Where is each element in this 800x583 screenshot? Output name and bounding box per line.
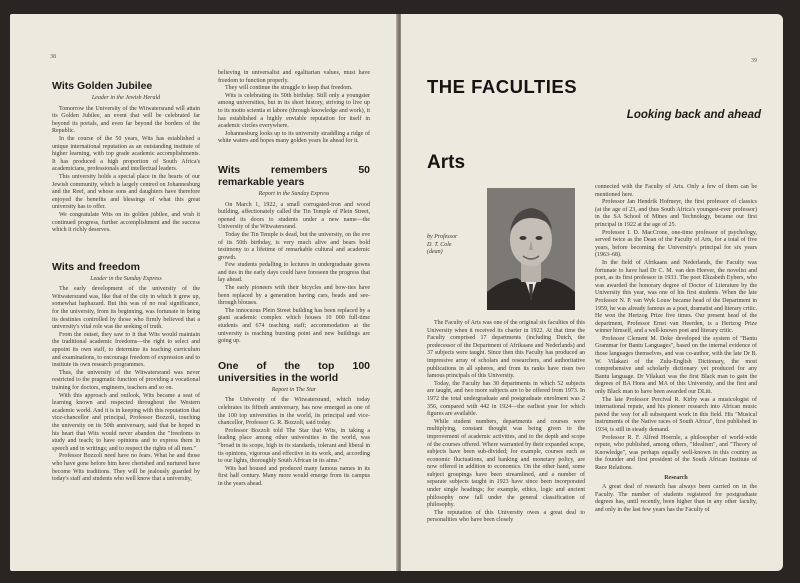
paragraph: Wits had housed and produced many famous names in its first half century. Many more would emerge from its campus in the years ahead.	[218, 465, 370, 487]
paragraph: From the outset, they saw to it that Wits would maintain the traditional academic freedoms—the right to select and appoint its own staff, to determine its teaching curriculum and examinations, to encourage freedom of expression and to institute its own research programmes.	[52, 331, 200, 369]
paragraph: The late Professor Percival R. Kirby was a musicologist of international repute, and his pioneer research into African music paved the way for all subsequent work in this field. His "Musical instruments of the Native races of South Africa", first published in 1934, is still in steady demand.	[595, 396, 757, 433]
paragraph: On March 1, 1922, a small corrugated-iron and wood building, affectionately called the Tin Temple of Plein Street, opened its doors to students under a new name—the University of the Witwatersrand.	[218, 201, 370, 231]
left-page	[10, 14, 398, 571]
paragraph: Today, the Faculty has 30 departments in which 52 subjects are taught, and two more subjects are to be offered from 1973. In 1972 the total undergraduate and postgraduate enrolment was 2 356, compared with 442 in 1924—the earliest year for which figures are available.	[427, 380, 585, 418]
author-portrait-photo	[487, 188, 575, 310]
arts-column-2	[595, 184, 757, 515]
article-title-top-100: One of the top 100 universities in the world	[218, 359, 370, 384]
paragraph: Thus, the university of the Witwatersrand was never restricted to the pragmatic function of providing a vocational training for doctors, engineers, teachers and so on.	[52, 369, 200, 391]
page-number-left: 38	[50, 54, 56, 60]
paragraph: The University of the Witwatersrand, which today celebrates its fiftieth anniversary, has now emerged as one of the 100 top universities in the world, its principal and vice-chancellor, Professor G. R. Bozzoli, said today.	[218, 397, 370, 427]
paragraph: Professor Clement M. Doke developed the system of "Bantu Grammar for Bantu Languages", based on the internal evidence of those languages themselves, and was co-author, with the late Dr B. W. Vilakazi of the Zulu-English Dictionary, the most comprehensive and scholarly dictionary yet produced for any Bantu language. Dr Vilakazi was the first Black man to gain the degrees of BA Hons and MA of this University, and the first and only Black man to have been awarded our DLitt.	[595, 335, 757, 396]
paragraph: With this approach and outlook, Wits became a seat of learning known and respected throughout the Western academic world. And it is in keeping with this reputation that vice-chancellor and principal, Professor Bozzoli, touching the university on its 50th anniversary, said that he hoped in his heart that Wits would never abandon the "freedoms to study and teach; to have opinions and to express them in speech and in writings; and to respect the rights of all men."	[52, 392, 200, 452]
left-column-2	[218, 70, 370, 489]
paragraph: Professor R. F. Alfred Hoernle, a philosopher of world-wide repute, who published, among others, "Idealism", and "Theory of Knowledge", was perhaps equally well-known in this country as the founder and first president of the South African Institute of Race Relations.	[595, 434, 757, 471]
right-page	[401, 14, 783, 571]
paragraph: A great deal of research has always been carried on in the Faculty. The number of students registered for postgraduate degrees has, until recently, been higher than in any other faculty, and only in the last few years has the Faculty of	[595, 484, 757, 513]
paragraph: The Faculty of Arts was one of the original six faculties of this University when it received its charter in 1922. At that time the Faculty comprised 17 departments (including Dutch, the predecessor of the Department of Afrikaans and Nederlands) and 37 subjects were taught. Since then this Faculty has produced an impressive array of scholars and researchers, and authoritative publications in all spheres, and from its ranks have risen two famous principals of this University.	[427, 320, 585, 380]
left-column-1	[52, 80, 200, 484]
page-number-right: 39	[751, 58, 757, 64]
paragraph: The early development of the university of the Witwatersrand was, like that of the city in which it grew up, somewhat haphazard. But this was of no real significance, for the university, from its beginning, was fortunate in being its destinies controlled by those who firmly believed that a university's vital role was the seeking of truth.	[52, 286, 200, 331]
paragraph: believing in universalist and egalitarian values, must have freedom to function properly.	[218, 70, 370, 84]
paragraph: While student numbers, departments and courses were multiplying, constant thought was being given to the improvement of academic activities, and to the depth and scope of the courses offered. Where warranted by their expanded scope, subjects have been sub-divided; for example, courses such as economic fluctuations, and banking and monetary policy, are now offered in addition to economics. On the other hand, some subject groupings have been streamlined, and a number of separate subjects taught in 1923 have since been incorporated under single headings; for example, ethics, logic and ancient philosophy now fall under the general classification of philosophy.	[427, 418, 585, 509]
paragraph: connected with the Faculty of Arts. Only a few of them can be mentioned here.	[595, 184, 757, 198]
article-byline: Leader in the Jewish Herald	[91, 95, 161, 101]
paragraph: Few students pedalling to lectures in undergraduate gowns and ties in the early days could have foreseen the progress that lay ahead.	[218, 262, 370, 284]
paragraph: This university holds a special place in the hearts of our Jewish community, which is largely centred on Johannesburg and the Reef, and whose sons and daughters have therefore enjoyed the benefits and blessings of what this great university has to offer.	[52, 173, 200, 211]
article-byline: Leader in the Sunday Express	[90, 275, 162, 282]
author-byline: by Professor D. T. Cole (dean)	[427, 234, 458, 255]
article-title-wits-freedom: Wits and freedom	[52, 260, 140, 273]
paragraph: Professor Bozzoli need have no fears. What he and those who have gone before him have cherished and nurtured have become Wits traditions. They will be jealously guarded by today's staff and students who well know that a university,	[52, 453, 200, 483]
paragraph: We congratulate Wits on its golden jubilee, and wish it continued progress, further accomplishment and the success which it richly deserves.	[52, 211, 200, 234]
portrait-illustration	[487, 188, 575, 310]
article-title-golden-jubilee: Wits Golden Jubilee	[52, 80, 153, 92]
article-title-50-years: Wits remembers 50 remarkable years	[218, 163, 370, 188]
research-heading: Research	[664, 474, 688, 481]
paragraph: Professor I. D. MacCrone, one-time professor of psychology, served twice as the Dean of the Faculty of Arts, for a total of five years, before becoming the University's principal for six years (1963–68).	[595, 229, 757, 259]
paragraph: Today the Tin Temple is dead, but the university, on the eve of its 50th birthday, is very much alive and bears bold testimony to a lifetime of remarkable cultural and academic growth.	[218, 231, 370, 261]
paragraph: They will continue the struggle to keep that freedom.	[225, 85, 353, 92]
arts-column-1	[427, 320, 585, 525]
paragraph: The reputation of this University owes a great deal to personalities who have been closely	[427, 509, 585, 524]
page-heading: THE FACULTIES	[427, 76, 578, 97]
paragraph: Johannesburg looks up to its university straddling a ridge of white waters and hopes many golden years lie ahead for it.	[218, 130, 370, 145]
article-byline: Report in The Star	[271, 386, 317, 393]
paragraph: The innocuous Plein Street building has been replaced by a giant academic complex which houses 10 000 full-time students and 674 teaching staff; accommodation at the university is reaching bursting point and new buildings are going up.	[218, 307, 370, 345]
page-subheading: Looking back and ahead	[626, 109, 761, 121]
paragraph: In the course of the 50 years, Wits has established a unique international reputation as an outstanding institute of higher learning, with top grade academic accomplishments. It has produced a high proportion of South Africa's academicians, professionals and intellectual leaders.	[52, 135, 200, 173]
paragraph: Professor Bozzoli told The Star that Wits, in taking a leading place among other universities in the world, was "broad in its scope, high in its standards, tolerant and liberal in its opinions, vigorous and effective in its work, and, according to our lights, thoroughly South African in its aims."	[218, 427, 370, 465]
article-byline: Report in the Sunday Express	[258, 190, 330, 197]
paragraph: In the field of Afrikaans and Nederlands, the Faculty was fortunate to have had Dr C. M. van den Heever, the novelist and poet, as its first professor in 1933. The poet Elizabeth Eybers, who was awarded the honorary degree of Doctor of Literature by the University this year, was one of his first students. When the late Professor N. P. van Wyk Louw became head of the Department in 1959, he was already famous as a poet, dramatist and literary critic. He won the Hertzog Prize five times. Our present head of the department, Professor Ernst van Heerden, is a Hertzog Prize winner himself, and a well-known poet and literary critic.	[595, 259, 757, 335]
paragraph: Tomorrow the University of the Witwatersrand will attain its Golden Jubilee, an event that will be celebrated far beyond its portals, and even far beyond the borders of the Republic.	[52, 105, 200, 135]
paragraph: Professor Jan Hendrik Hofmeyr, the first professor of classics (at the age of 23, and thus South Africa's youngest-ever professor) in the SA School of Mines and Technology, became our first principal in 1922 at the age of 25.	[595, 199, 757, 228]
section-title-arts: Arts	[427, 152, 466, 173]
paragraph: Wits is celebrating its 50th birthday. Still only a youngster among universities, but in its short history, striving to live up to its motto scientia et labore (through knowledge and work), it has established a highly enviable reputation for itself in academic circles everywhere.	[218, 92, 370, 130]
paragraph: The early pioneers with their bicycles and bow-ties have been replaced by a generation having cars, beads and see-through blouses.	[218, 285, 370, 307]
